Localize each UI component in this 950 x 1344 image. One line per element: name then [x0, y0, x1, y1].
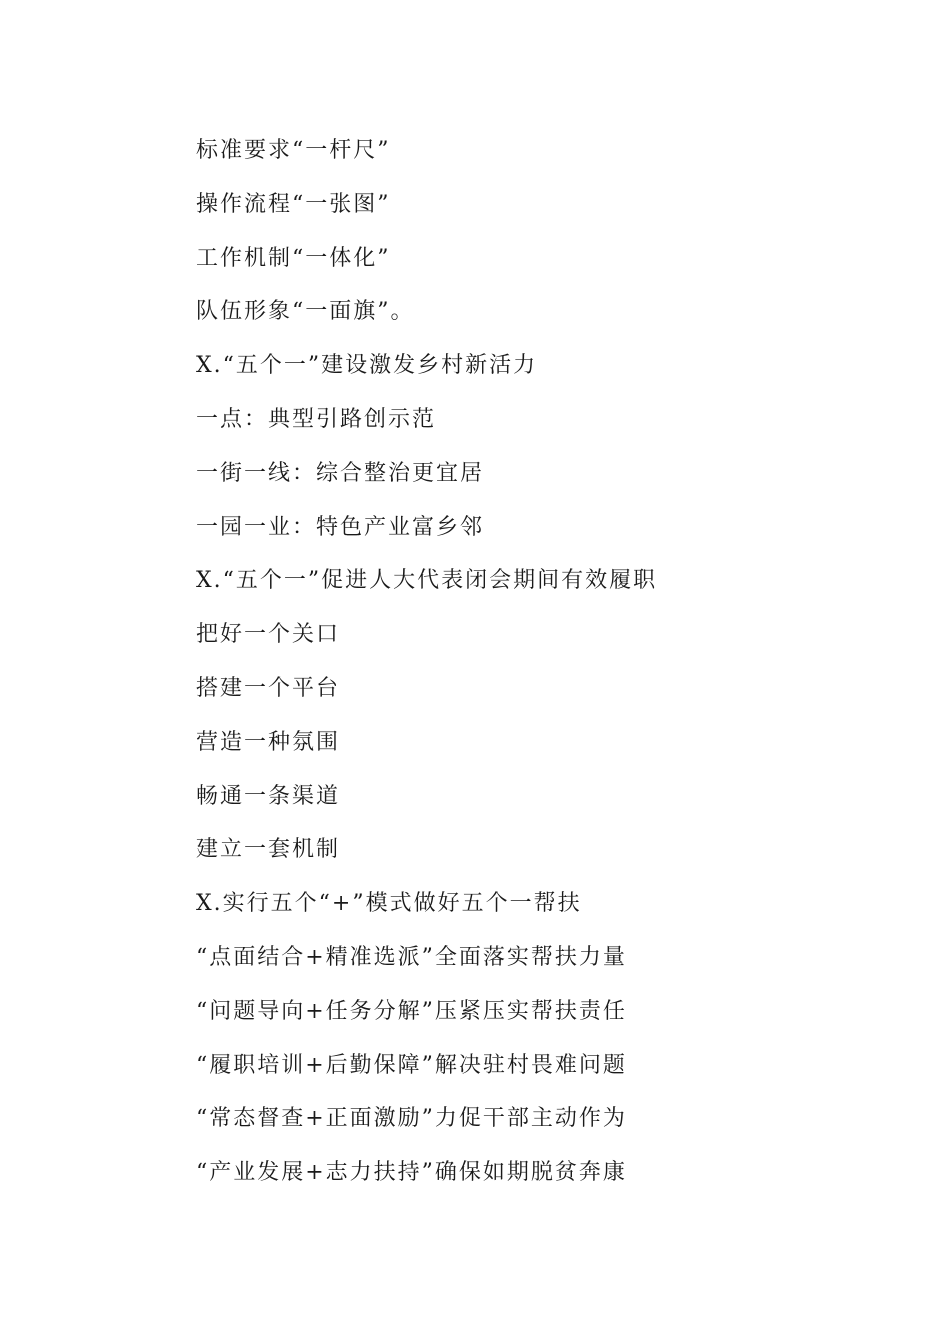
text-line: 营造一种氛围 — [196, 729, 341, 755]
text-line: 操作流程“一张图” — [196, 191, 391, 217]
document-body — [196, 132, 657, 1208]
text-line: 畅通一条渠道 — [196, 783, 341, 809]
text-line: 搭建一个平台 — [196, 675, 341, 701]
text-line: 把好一个关口 — [196, 622, 341, 648]
section-heading: X.实行五个“+”模式做好五个一帮扶 — [196, 891, 582, 917]
section-heading: X.“五个一”促进人大代表闭会期间有效履职 — [196, 568, 658, 594]
text-line: 一街一线：综合整治更宜居 — [196, 460, 485, 486]
text-line: 建立一套机制 — [196, 837, 341, 863]
text-line: “常态督查+正面激励”力促干部主动作为 — [196, 1106, 627, 1132]
section-heading: X.“五个一”建设激发乡村新活力 — [196, 353, 538, 379]
text-line: 队伍形象“一面旗”。 — [196, 299, 415, 325]
text-line: 标准要求“一杆尺” — [196, 138, 391, 163]
text-line: “履职培训+后勤保障”解决驻村畏难问题 — [196, 1052, 627, 1078]
text-line: “产业发展+志力扶持”确保如期脱贫奔康 — [196, 1160, 627, 1186]
text-line: 一点：典型引路创示范 — [196, 406, 437, 432]
text-line: 一园一业：特色产业富乡邻 — [196, 514, 485, 540]
text-line: 工作机制“一体化” — [196, 245, 391, 271]
text-line: “点面结合+精准选派”全面落实帮扶力量 — [196, 944, 627, 970]
text-line: “问题导向+任务分解”压紧压实帮扶责任 — [196, 998, 627, 1024]
